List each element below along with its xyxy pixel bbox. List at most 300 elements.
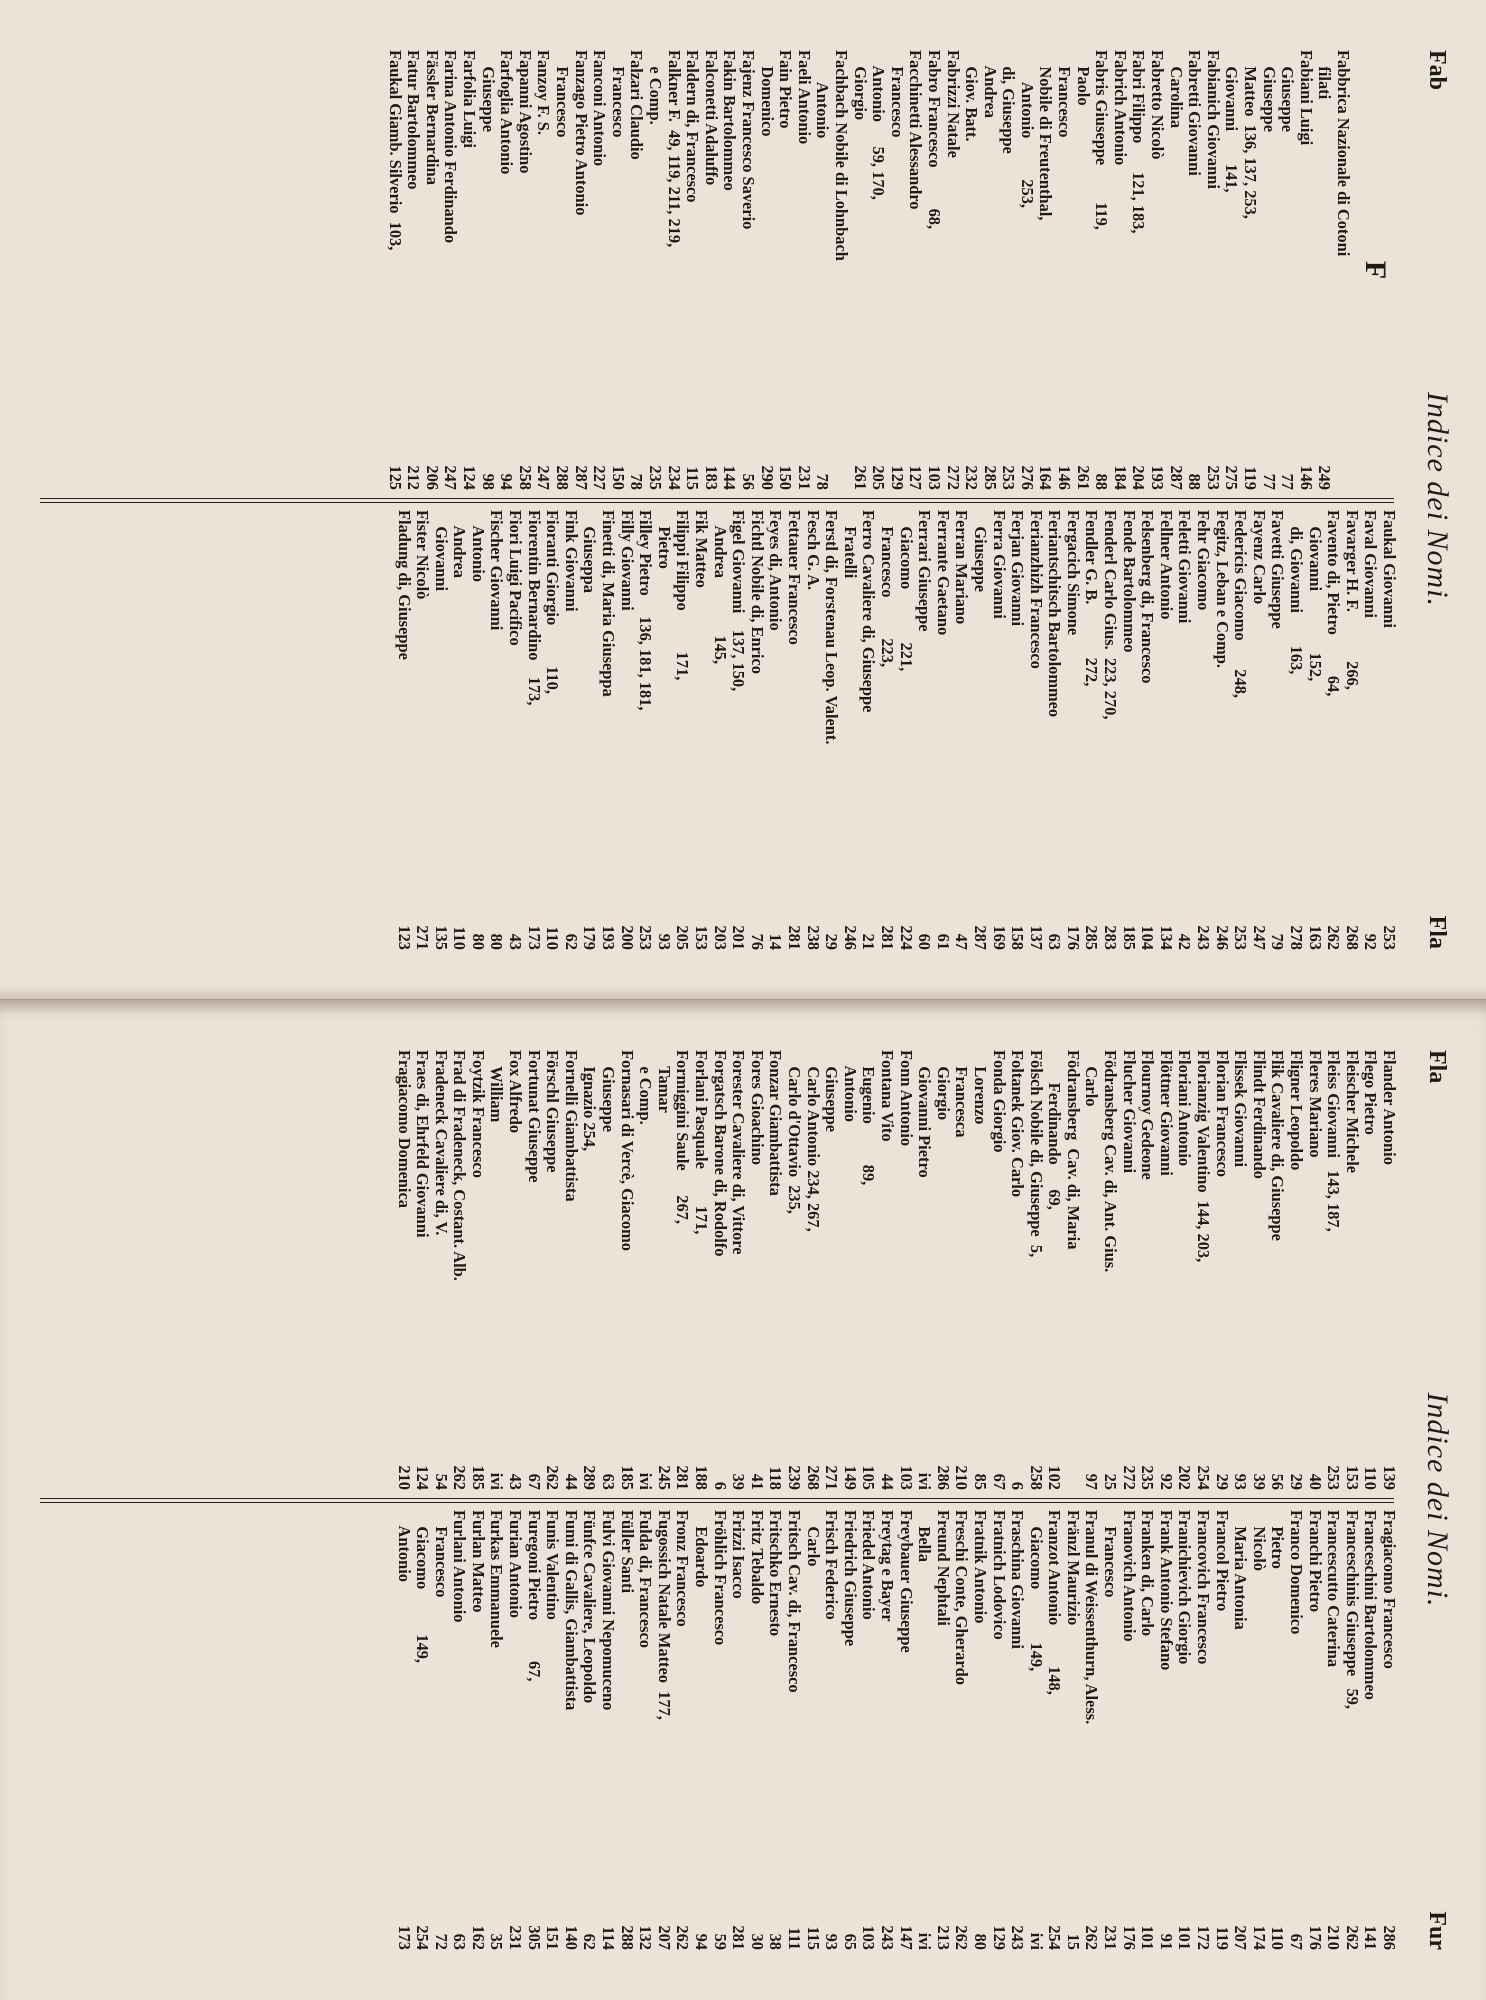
- index-entry: [673, 510, 692, 950]
- entry-name: Fonda Giorgio: [989, 1050, 1009, 1153]
- entry-name: Fonn Antonio: [896, 1050, 916, 1147]
- index-entry: [524, 510, 543, 950]
- entry-name: Fergacich Simone: [1063, 510, 1083, 636]
- index-entry: [506, 1050, 525, 1490]
- entry-name: Ferro Cavaliere di, Giuseppe: [859, 510, 879, 713]
- entry-page: 261: [1073, 465, 1093, 490]
- index-entry: [933, 1050, 952, 1490]
- section-letter: F: [1359, 260, 1392, 280]
- entry-page: 140: [561, 1925, 581, 1950]
- entry-name: Giovanni 152,: [1305, 510, 1325, 682]
- column-divider: [40, 1498, 1394, 1503]
- index-entry: [784, 1510, 803, 1950]
- index-entry: [627, 50, 646, 490]
- entry-page: 287: [1166, 465, 1186, 490]
- entry-name: Flissek Giovanni: [1231, 1050, 1251, 1168]
- entry-name: Lorenzo: [970, 1050, 990, 1125]
- entry-page: 276: [1017, 465, 1037, 490]
- entry-name: Felsenberg di, Francesco: [1138, 510, 1158, 684]
- entry-name: William: [487, 1050, 507, 1123]
- entry-page: 93: [654, 933, 674, 950]
- entry-name: Frad di Fradeneck, Costant. Alb.: [450, 1050, 470, 1281]
- entry-page: 281: [729, 1925, 749, 1950]
- entry-page: 61: [933, 933, 953, 950]
- entry-name: Forgatsch Barone di, Rodolfo: [710, 1050, 730, 1257]
- entry-page: 85: [970, 1473, 990, 1490]
- entry-page: 262: [952, 1925, 972, 1950]
- entry-page: 176: [1063, 925, 1083, 950]
- entry-page: 193: [1148, 465, 1168, 490]
- entry-name: Fapanni Agostino: [515, 50, 535, 174]
- entry-page: 163: [1305, 925, 1325, 950]
- entry-name: Giuseppe: [1278, 50, 1298, 132]
- entry-name: Fontana Vito: [877, 1050, 897, 1142]
- entry-page: 210: [394, 1465, 414, 1490]
- entry-page: 47: [952, 933, 972, 950]
- index-entry: [1045, 1050, 1064, 1490]
- entry-name: Feletti Giovanni: [1175, 510, 1195, 624]
- entry-name: Fladung di, Giuseppe: [394, 510, 414, 660]
- index-entry: [1222, 50, 1241, 490]
- entry-name: Füller Santi: [617, 1510, 637, 1594]
- index-entry: [1110, 50, 1129, 490]
- entry-name: Carlo: [803, 1510, 823, 1567]
- entry-page: 38: [766, 1933, 786, 1950]
- right-page-column-1: [30, 1050, 1398, 1490]
- entry-name: Matteo 136, 137, 253,: [1241, 50, 1261, 219]
- entry-name: Fellner Antonio: [1156, 510, 1176, 620]
- entry-page: 153: [692, 925, 712, 950]
- index-entry: [561, 1510, 580, 1950]
- entry-name: Franco Domenico: [1287, 1510, 1307, 1635]
- index-entry: [1175, 1050, 1194, 1490]
- entry-page: 286: [933, 1465, 953, 1490]
- entry-page: 207: [654, 1925, 674, 1950]
- index-entry: [747, 1050, 766, 1490]
- entry-page: 93: [1231, 1473, 1251, 1490]
- entry-page: 115: [683, 466, 703, 490]
- entry-name: Facchinetti Alessandro: [906, 50, 926, 210]
- entry-page: 281: [673, 1465, 693, 1490]
- entry-page: 80: [468, 933, 488, 950]
- left-page-guide-end: Fla: [1424, 915, 1450, 949]
- entry-name: Faval Giovanni: [1361, 510, 1381, 618]
- entry-page: 62: [580, 1933, 600, 1950]
- entry-page: 6: [710, 1481, 730, 1490]
- entry-page: 127: [906, 465, 926, 490]
- entry-name: Fabbrica Nazionale di Cotoni: [1334, 50, 1353, 257]
- entry-page: 205: [869, 465, 889, 490]
- entry-page: 6: [1008, 1481, 1028, 1490]
- entry-page: 238: [803, 925, 823, 950]
- entry-page: 151: [543, 1925, 563, 1950]
- index-entry: [506, 1510, 525, 1950]
- index-entry: [1249, 1050, 1268, 1490]
- entry-name: Fiori Luigi Pacifico: [506, 510, 526, 646]
- entry-name: Ferstl di, Forstenau Leop. Valent.: [822, 510, 842, 745]
- entry-name: Fritsch Cav. di, Francesco: [785, 1510, 804, 1693]
- entry-name: Fatur Bartolommeo: [404, 50, 424, 190]
- entry-name: Ferrari Giuseppe: [915, 510, 935, 632]
- entry-name: Fragiacomo Francesco: [1380, 1510, 1399, 1669]
- entry-name: Fende Bartolommeo: [1119, 510, 1139, 653]
- index-entry: [394, 510, 413, 950]
- entry-page: 78: [627, 473, 647, 490]
- index-entry: [999, 50, 1018, 490]
- index-entry: [701, 50, 720, 490]
- entry-name: Fradeneck Cavaliere di, V.: [431, 1050, 451, 1236]
- index-entry: [1138, 1510, 1157, 1950]
- index-entry: [1212, 510, 1231, 950]
- entry-page: 281: [877, 925, 897, 950]
- entry-name: Giuseppa: [580, 510, 600, 593]
- entry-name: Fendler G. B. 272,: [1082, 510, 1102, 687]
- index-entry: [431, 1510, 450, 1950]
- index-entry: [896, 1050, 915, 1490]
- entry-name: Filley Pietro 136, 181, 181,: [636, 510, 656, 711]
- entry-page: 115: [803, 1926, 823, 1950]
- index-entry: [1278, 50, 1297, 490]
- index-entry: [1286, 1510, 1305, 1950]
- index-entry: [933, 1510, 952, 1950]
- index-entry: [487, 510, 506, 950]
- entry-name: Federicis Giacomo 248,: [1231, 510, 1251, 698]
- entry-name: Francesca: [952, 1050, 972, 1138]
- entry-page: 76: [747, 933, 767, 950]
- entry-page: 253: [1203, 465, 1223, 490]
- entry-name: Faldern di, Francesco: [683, 50, 703, 203]
- entry-page: 210: [1324, 1925, 1344, 1950]
- index-entry: [636, 510, 655, 950]
- entry-name: Franchi Pietro: [1305, 1510, 1325, 1613]
- entry-name: Fleischer Michele: [1342, 1050, 1362, 1174]
- entry-page: 243: [1194, 925, 1214, 950]
- entry-page: 286: [1380, 1925, 1399, 1950]
- index-entry: [691, 1050, 710, 1490]
- entry-name: di, Giovanni 163,: [1287, 510, 1307, 675]
- entry-page: 268: [1342, 925, 1362, 950]
- entry-name: Pietro: [1268, 1510, 1288, 1569]
- index-entry: [1286, 510, 1305, 950]
- entry-name: Giacomo 149,: [413, 1510, 433, 1663]
- index-entry: [468, 510, 487, 950]
- index-entry: [970, 1510, 989, 1950]
- entry-name: Forlani Pasquale 171,: [692, 1050, 712, 1235]
- entry-name: Fabianich Giovanni: [1203, 50, 1223, 189]
- entry-page: 110: [543, 926, 563, 950]
- entry-name: Furian Antonio: [506, 1510, 526, 1618]
- entry-page: 262: [1342, 1925, 1362, 1950]
- entry-page: 173: [524, 925, 544, 950]
- index-entry: [1203, 50, 1222, 490]
- index-entry: [450, 1510, 469, 1950]
- entry-page: 59: [710, 1933, 730, 1950]
- index-entry: [989, 1050, 1008, 1490]
- index-entry: [654, 1050, 673, 1490]
- entry-page: 176: [1305, 1925, 1325, 1950]
- index-entry: [1324, 510, 1343, 950]
- index-entry: [1379, 1510, 1398, 1950]
- entry-name: Franceschini Bartolommeo: [1361, 1510, 1381, 1700]
- entry-name: Fister Nicolò: [413, 510, 433, 600]
- entry-page: 188: [692, 1465, 712, 1490]
- entry-name: Carolina: [1166, 50, 1186, 129]
- entry-page: 111: [785, 1927, 804, 1950]
- index-entry: [1296, 50, 1315, 490]
- entry-page: 88: [1092, 473, 1112, 490]
- index-entry: [1361, 510, 1380, 950]
- entry-name: Andrea 145,: [710, 510, 730, 665]
- index-entry: [664, 50, 683, 490]
- entry-name: Giovanni: [431, 510, 451, 592]
- index-entry: [1361, 1050, 1380, 1490]
- entry-name: Francesco: [1055, 50, 1075, 138]
- entry-name: Fonzar Giambattista: [766, 1050, 786, 1196]
- entry-name: Freytag e Bayer: [877, 1510, 897, 1622]
- entry-name: Faeli Antonio: [794, 50, 814, 145]
- entry-name: Favento di, Pietro 64,: [1324, 510, 1344, 697]
- entry-page: 144: [720, 465, 740, 490]
- index-entry: [524, 1050, 543, 1490]
- entry-name: Ferrante Gaetano: [933, 510, 953, 636]
- entry-name: Antonio 59, 170,: [869, 50, 889, 200]
- index-entry: [1305, 510, 1324, 950]
- entry-name: Franul di Weissenthurn, Aless.: [1082, 1510, 1102, 1725]
- entry-page: 92: [1156, 1473, 1176, 1490]
- index-entry: [970, 510, 989, 950]
- entry-name: Giorgio: [933, 1050, 953, 1121]
- index-entry: [1138, 1050, 1157, 1490]
- entry-name: Friedel Antonio: [859, 1510, 879, 1620]
- index-entry: [933, 510, 952, 950]
- entry-page: 67: [989, 1473, 1009, 1490]
- index-entry: [580, 1510, 599, 1950]
- entry-page: 153: [1342, 1465, 1362, 1490]
- entry-page: 29: [1287, 1473, 1307, 1490]
- entry-page: 262: [673, 1925, 693, 1950]
- entry-name: Antonio: [840, 1050, 860, 1122]
- index-entry: [980, 50, 999, 490]
- index-entry: [450, 1050, 469, 1490]
- entry-name: Francesco: [887, 50, 907, 138]
- entry-page: 234: [664, 465, 684, 490]
- entry-name: Fratnich Lodovico: [989, 1510, 1009, 1640]
- index-entry: [1119, 1050, 1138, 1490]
- entry-name: Antonio: [813, 50, 833, 139]
- entry-name: Fröhlich Francesco: [710, 1510, 730, 1646]
- index-entry: [673, 1050, 692, 1490]
- entry-name: Faukal Giamb. Silverio 103,: [385, 50, 405, 251]
- entry-name: Furlan Matteo: [468, 1510, 488, 1613]
- index-entry: [1138, 510, 1157, 950]
- index-entry: [877, 510, 896, 950]
- index-entry: [1361, 1510, 1380, 1950]
- index-entry: [1212, 1510, 1231, 1950]
- entry-page: 253: [1231, 925, 1251, 950]
- index-entry: [515, 50, 534, 490]
- entry-name: Francovich Francesco: [1194, 1510, 1214, 1665]
- entry-name: Feyes di, Antonio: [766, 510, 786, 631]
- entry-page: 262: [1324, 925, 1344, 950]
- index-entry: [720, 50, 739, 490]
- entry-name: Florianzig Valentino 144, 203,: [1194, 1050, 1214, 1263]
- entry-page: 254: [413, 1925, 433, 1950]
- index-entry: [989, 510, 1008, 950]
- entry-name: Nobile di Freutenthal,: [1036, 50, 1056, 221]
- index-entry: [1324, 1510, 1343, 1950]
- entry-page: 40: [1305, 1473, 1325, 1490]
- entry-name: Fox Alfredo: [506, 1050, 526, 1134]
- entry-name: Fulda di, Francesco: [636, 1510, 656, 1648]
- entry-name: Flucher Giovanni: [1119, 1050, 1139, 1174]
- index-entry: [813, 50, 832, 490]
- index-entry: [1231, 1510, 1250, 1950]
- entry-name: Favetti Giuseppe: [1268, 510, 1288, 629]
- index-entry: [803, 1510, 822, 1950]
- entry-page: 93: [822, 1933, 842, 1950]
- index-entry: [487, 1050, 506, 1490]
- entry-name: Fanzoy F. S.: [534, 50, 554, 136]
- entry-page: 72: [431, 1933, 451, 1950]
- index-entry: [617, 1050, 636, 1490]
- entry-name: Giov. Batt.: [962, 50, 982, 142]
- entry-name: Fabrich Antonio: [1110, 50, 1130, 166]
- index-entry: [468, 1510, 487, 1950]
- index-entry: [710, 1050, 729, 1490]
- entry-page: 119: [1241, 466, 1261, 490]
- index-entry: [877, 1510, 896, 1950]
- entry-page: 42: [1175, 933, 1195, 950]
- entry-page: 288: [617, 1925, 637, 1950]
- entry-page: 60: [915, 933, 935, 950]
- index-entry: [1147, 50, 1166, 490]
- entry-name: Flöttner Giovanni: [1156, 1050, 1176, 1176]
- entry-page: 271: [822, 1465, 842, 1490]
- index-entry: [1008, 1050, 1027, 1490]
- entry-page: 290: [757, 465, 777, 490]
- entry-page: 247: [534, 465, 554, 490]
- entry-name: Falkner F. 49, 119, 211, 219,: [664, 50, 684, 248]
- entry-page: 246: [1212, 925, 1232, 950]
- entry-name: Fulvi Giovanni Nepomuceno: [599, 1510, 619, 1711]
- entry-page: 169: [989, 925, 1009, 950]
- entry-page: 253: [1380, 925, 1399, 950]
- entry-page: 272: [1119, 1465, 1139, 1490]
- entry-name: Fumi di Gallis, Giambattista: [561, 1510, 581, 1711]
- entry-name: Maria Antonia: [1231, 1510, 1251, 1630]
- entry-name: Carlo: [1082, 1050, 1102, 1107]
- index-entry: [598, 510, 617, 950]
- index-entry: [1193, 510, 1212, 950]
- index-entry: [1231, 1050, 1250, 1490]
- index-entry: [1268, 1050, 1287, 1490]
- index-entry: [450, 510, 469, 950]
- entry-page: 63: [1045, 933, 1065, 950]
- index-entry: [729, 1510, 748, 1950]
- entry-page: 134: [1156, 925, 1176, 950]
- index-entry: [404, 50, 423, 490]
- index-entry: [1342, 1510, 1361, 1950]
- index-entry: [1324, 1050, 1343, 1490]
- entry-page: 235: [1138, 1465, 1158, 1490]
- entry-page: 79: [1268, 933, 1288, 950]
- entry-name: Farina Antonio Ferdinando: [441, 50, 461, 244]
- entry-page: 285: [1082, 925, 1102, 950]
- entry-page: 44: [561, 1473, 581, 1490]
- entry-name: Finetti di, Maria Giuseppa: [599, 510, 619, 697]
- entry-page: 41: [747, 1473, 767, 1490]
- index-entry: [943, 50, 962, 490]
- entry-name: Giuseppe: [1259, 50, 1279, 132]
- entry-page: ivi: [915, 1932, 935, 1950]
- entry-page: 281: [785, 925, 804, 950]
- entry-page: 245: [654, 1465, 674, 1490]
- entry-page: 193: [599, 925, 619, 950]
- index-entry: [1156, 1050, 1175, 1490]
- entry-page: 15: [1063, 1933, 1083, 1950]
- entry-page: 184: [1110, 465, 1130, 490]
- entry-name: Fabri Filippo 121, 183,: [1129, 50, 1149, 234]
- entry-page: 94: [497, 473, 517, 490]
- entry-name: Fain Pietro: [776, 50, 796, 129]
- entry-name: Freschi Conte, Gherardo: [952, 1510, 972, 1685]
- index-entry: [1092, 50, 1111, 490]
- entry-page: 56: [739, 473, 758, 490]
- entry-name: Falconetti Adaluffo: [701, 50, 721, 186]
- index-entry: [385, 50, 404, 490]
- entry-name: Fenderl Carlo Gius. 223, 270,: [1101, 510, 1121, 720]
- index-entry: [1073, 50, 1092, 490]
- entry-name: Fink Giovanni: [561, 510, 581, 612]
- index-entry: [803, 1050, 822, 1490]
- entry-name: Francesco: [608, 50, 628, 138]
- entry-name: Ferjan Giovanni: [1008, 510, 1028, 627]
- entry-name: Ferdinando 69,: [1045, 1050, 1065, 1210]
- index-entry: [869, 50, 888, 490]
- entry-name: Fiorentin Bernardino 173,: [524, 510, 544, 706]
- entry-page: 65: [840, 1933, 860, 1950]
- index-entry: [989, 1510, 1008, 1950]
- entry-page: 124: [460, 465, 480, 490]
- entry-name: Farfoglia Antonio: [497, 50, 517, 175]
- entry-name: Tamar: [654, 1050, 674, 1113]
- index-entry: [1379, 1050, 1398, 1490]
- index-entry: [850, 50, 869, 490]
- index-entry: [1026, 1050, 1045, 1490]
- entry-page: 204: [1129, 465, 1149, 490]
- index-entry: [1063, 1510, 1082, 1950]
- entry-name: Fritz Tebaldo: [747, 1510, 767, 1605]
- entry-page: 29: [822, 933, 842, 950]
- entry-page: 43: [506, 933, 526, 950]
- entry-page: 253: [636, 925, 656, 950]
- index-entry: [1249, 510, 1268, 950]
- entry-page: 147: [896, 1925, 916, 1950]
- entry-name: Fabretto Nicolò: [1148, 50, 1168, 160]
- index-entry: [1101, 1050, 1120, 1490]
- entry-page: 212: [404, 465, 424, 490]
- index-entry: [590, 50, 609, 490]
- entry-name: Fragiacomo Domenica: [394, 1050, 414, 1208]
- entry-name: Fehr Giacomo: [1194, 510, 1214, 611]
- entry-name: Fegitz, Leban e Comp.: [1212, 510, 1232, 668]
- index-entry: [896, 1510, 915, 1950]
- left-page-column-2: [30, 510, 1398, 950]
- entry-name: e Comp.: [636, 1050, 656, 1125]
- index-entry: [822, 1510, 841, 1950]
- entry-name: Giorgio: [850, 50, 870, 121]
- index-entry: [822, 510, 841, 950]
